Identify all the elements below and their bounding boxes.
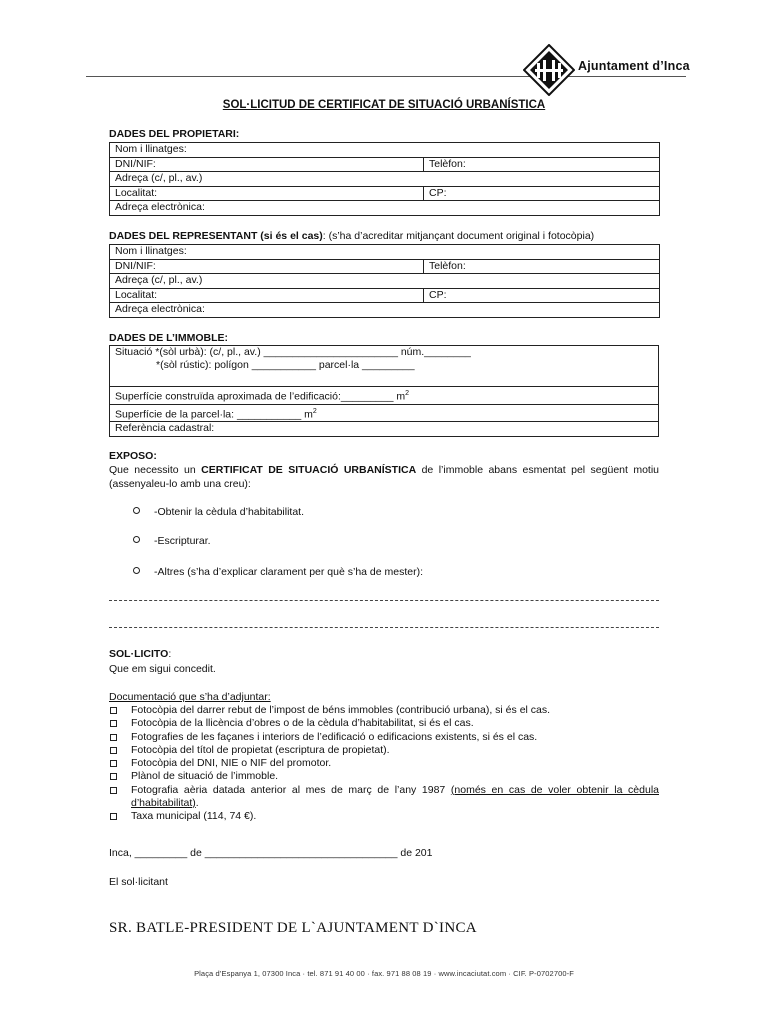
doc-item-end: . <box>195 797 199 810</box>
doc-item-label: Fotografies de les façanes i interiors de l’edificació o edificacions existents, si és el cas. <box>131 730 538 743</box>
header-rule <box>86 76 686 77</box>
docs-list <box>109 704 659 824</box>
built-area-field[interactable] <box>110 387 659 405</box>
rep-email-field[interactable]: Adreça electrònica: <box>110 303 660 318</box>
rep-address-field[interactable]: Adreça (c/, pl., av.) <box>110 274 660 289</box>
owner-table <box>109 142 660 216</box>
doc-item-label: Fotocòpia del darrer rebut de l’impost de béns immobles (contribució urbana), si és el cas. <box>131 704 551 716</box>
request-heading <box>109 648 171 660</box>
expose-heading: EXPOSO: <box>109 450 157 462</box>
owner-email-field[interactable]: Adreça electrònica: <box>110 201 660 216</box>
list-item <box>109 744 659 757</box>
list-item <box>109 784 659 811</box>
checkbox-icon[interactable] <box>110 787 117 794</box>
property-situation-field[interactable] <box>110 346 659 387</box>
expose-text <box>109 463 659 491</box>
rep-cp-field[interactable]: CP: <box>424 288 660 303</box>
signer-label: El sol·licitant <box>109 876 168 888</box>
checkbox-icon[interactable] <box>110 773 117 780</box>
radio-circle-icon[interactable] <box>133 567 140 574</box>
list-item <box>109 810 659 823</box>
doc-item-label: Plànol de situació de l’immoble. <box>131 770 279 783</box>
list-item <box>109 704 659 717</box>
option-habitability[interactable] <box>133 506 304 518</box>
plot-area-field[interactable] <box>110 404 659 422</box>
plot-area-sup: 2 <box>312 407 317 415</box>
owner-town-field[interactable]: Localitat: <box>110 186 424 201</box>
representative-heading <box>109 230 594 242</box>
request-heading-text: SOL·LICITO <box>109 648 169 660</box>
representative-heading-text: DADES DEL REPRESENTANT (si és el cas) <box>109 230 323 242</box>
option-label: -Escripturar. <box>154 535 211 547</box>
rep-name-field[interactable]: Nom i llinatges: <box>110 245 660 260</box>
addressee: SR. BATLE-PRESIDENT DE L`AJUNTAMENT D`INCA <box>109 920 477 936</box>
owner-id-field[interactable]: DNI/NIF: <box>110 157 424 172</box>
checkbox-icon[interactable] <box>110 760 117 767</box>
radio-circle-icon[interactable] <box>133 536 140 543</box>
built-area-sup: 2 <box>405 390 409 397</box>
radio-circle-icon[interactable] <box>133 507 140 514</box>
doc-item-label: Fotocòpia del títol de propietat (escriptura de propietat). <box>131 743 390 756</box>
representative-note: : (s’ha d’acreditar mitjançant document original i fotocòpia) <box>322 230 595 242</box>
property-table <box>109 345 659 437</box>
reason-line-2[interactable] <box>109 627 659 628</box>
checkbox-icon[interactable] <box>110 734 117 741</box>
option-deed[interactable] <box>133 535 211 547</box>
organization-name: Ajuntament d’Inca <box>578 59 690 73</box>
date-line[interactable]: Inca, _________ de _________________________________ de 201 <box>109 847 433 859</box>
page-title: SOL·LICITUD DE CERTIFICAT DE SITUACIÓ URBANÍSTICA <box>222 99 546 111</box>
checkbox-icon[interactable] <box>110 813 117 820</box>
option-label: -Altres (s’ha d’explicar clarament per què s’ha de mester): <box>154 566 424 578</box>
checkbox-icon[interactable] <box>110 707 117 714</box>
checkbox-icon[interactable] <box>110 747 117 754</box>
checkbox-icon[interactable] <box>110 720 117 727</box>
expose-text-start: Que necessito un <box>109 464 202 476</box>
built-area-label: Superfície construïda aproximada de l’edificació:_________ m <box>115 390 406 403</box>
list-item <box>109 731 659 744</box>
doc-item-label: Taxa municipal (114, 74 €). <box>131 810 257 823</box>
expose-text-end: de l’immoble abans esmentat pel següent motiu (assenyaleu-lo amb una creu): <box>109 464 660 490</box>
list-item <box>109 770 659 783</box>
request-heading-colon: : <box>168 648 172 660</box>
docs-heading: Documentació que s’ha d’adjuntar: <box>109 691 271 703</box>
property-urban-line: Situació *(sòl urbà): (c/, pl., av.) _______________________ núm.________ <box>115 346 471 358</box>
property-heading: DADES DE L’IMMOBLE: <box>109 332 229 344</box>
reason-line-1[interactable] <box>109 600 659 601</box>
rep-id-field[interactable]: DNI/NIF: <box>110 259 424 274</box>
doc-item-label: Fotocòpia de la llicència d’obres o de la cèdula d’habitabilitat, si és el cas. <box>131 717 474 730</box>
footer-contact: Plaça d’Espanya 1, 07300 Inca · tel. 871 91 40 00 · fax. 971 88 08 19 · www.incaciutat.com · CIF. P-0702700-F <box>194 969 574 978</box>
owner-heading: DADES DEL PROPIETARI: <box>109 128 240 140</box>
owner-name-field[interactable]: Nom i llinatges: <box>110 143 660 158</box>
doc-item-label: Fotocòpia del DNI, NIE o NIF del promotor. <box>131 757 332 770</box>
plot-area-label: Superfície de la parcel·la: ___________ m <box>115 408 313 420</box>
option-label: -Obtenir la cèdula d’habitabilitat. <box>154 506 305 518</box>
rep-town-field[interactable]: Localitat: <box>110 288 424 303</box>
owner-phone-field[interactable]: Telèfon: <box>424 157 660 172</box>
owner-address-field[interactable]: Adreça (c/, pl., av.) <box>110 172 660 187</box>
rep-phone-field[interactable]: Telèfon: <box>424 259 660 274</box>
cadastral-field[interactable]: Referència cadastral: <box>110 422 659 437</box>
doc-item-label: Fotografia aèria datada anterior al mes de març de l’any 1987 <box>131 783 451 796</box>
doc-item-underlined: (només en cas de voler obtenir la cèdula d’habitabilitat) <box>131 783 659 810</box>
request-text: Que em sigui concedit. <box>109 663 216 675</box>
list-item <box>109 717 659 730</box>
expose-text-bold: CERTIFICAT DE SITUACIÓ URBANÍSTICA <box>201 464 417 476</box>
representative-table <box>109 244 660 318</box>
coat-of-arms-logo <box>523 44 575 96</box>
owner-cp-field[interactable]: CP: <box>424 186 660 201</box>
option-other[interactable] <box>133 566 423 578</box>
property-rustic-line: *(sòl rústic): polígon ___________ parcel·la _________ <box>156 359 415 371</box>
list-item <box>109 757 659 770</box>
